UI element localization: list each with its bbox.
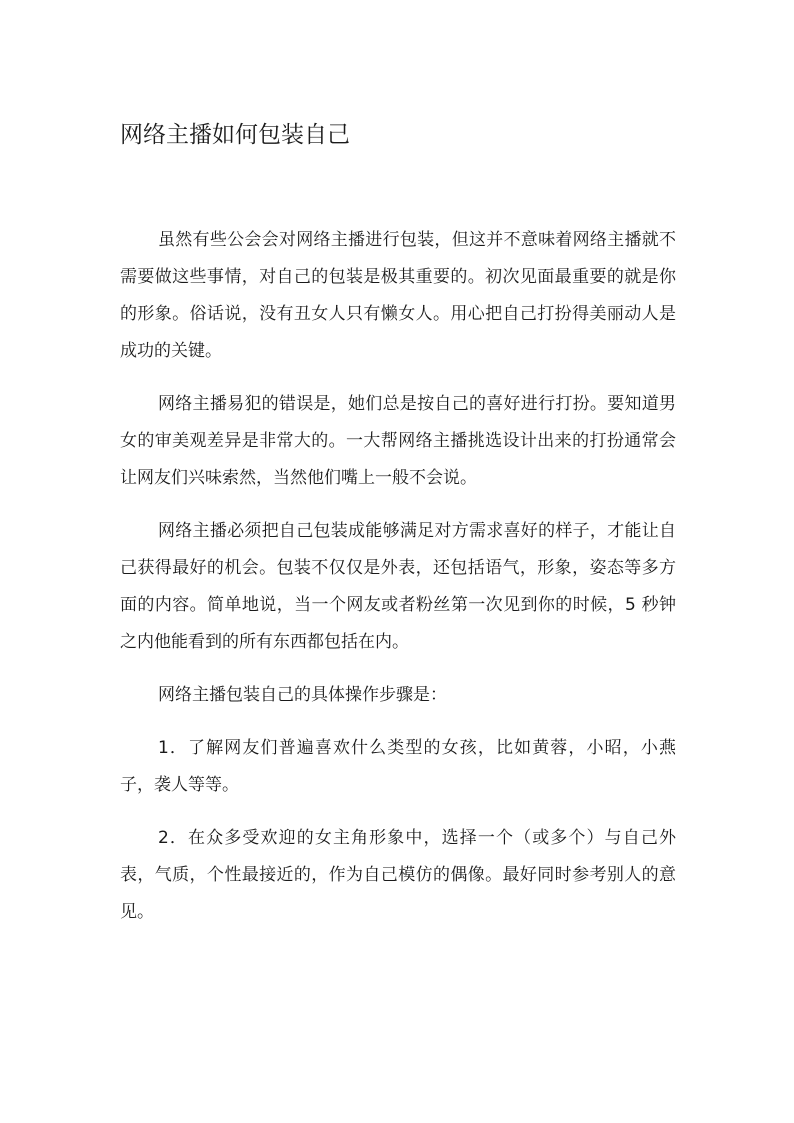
paragraph-intro: 虽然有些公会会对网络主播进行包装，但这并不意味着网络主播就不需要做这些事情，对自己的包装是极其重要的。初次见面最重要的就是你的形象。俗话说，没有丑女人只有懒女人。用心把自己打扮得美丽动人是成功的关键。: [120, 230, 676, 361]
document-title: 网络主播如何包装自己: [120, 122, 350, 148]
document-body: [120, 222, 676, 947]
paragraph-common-mistake: 网络主播易犯的错误是，她们总是按自己的喜好进行打扮。要知道男女的审美观差异是非常大的。一大帮网络主播挑选设计出来的打扮通常会让网友们兴味索然，当然他们嘴上一般不会说。: [120, 394, 676, 488]
paragraph-packaging-meaning: 网络主播必须把自己包装成能够满足对方需求喜好的样子，才能让自己获得最好的机会。包装不仅仅是外表，还包括语气，形象，姿态等多方面的内容。简单地说，当一个网友或者粉丝第一次见到你的时候，5 秒钟之内他能看到的所有东西都包括在内。: [120, 521, 676, 652]
paragraph-steps-intro: 网络主播包装自己的具体操作步骤是：: [158, 685, 447, 705]
paragraph-step-2: 2．在众多受欢迎的女主角形象中，选择一个（或多个）与自己外表，气质，个性最接近的，作为自己模仿的偶像。最好同时参考别人的意见。: [120, 828, 676, 922]
paragraph-step-1: 1．了解网友们普遍喜欢什么类型的女孩，比如黄蓉，小昭，小燕子，袭人等等。: [120, 738, 676, 795]
